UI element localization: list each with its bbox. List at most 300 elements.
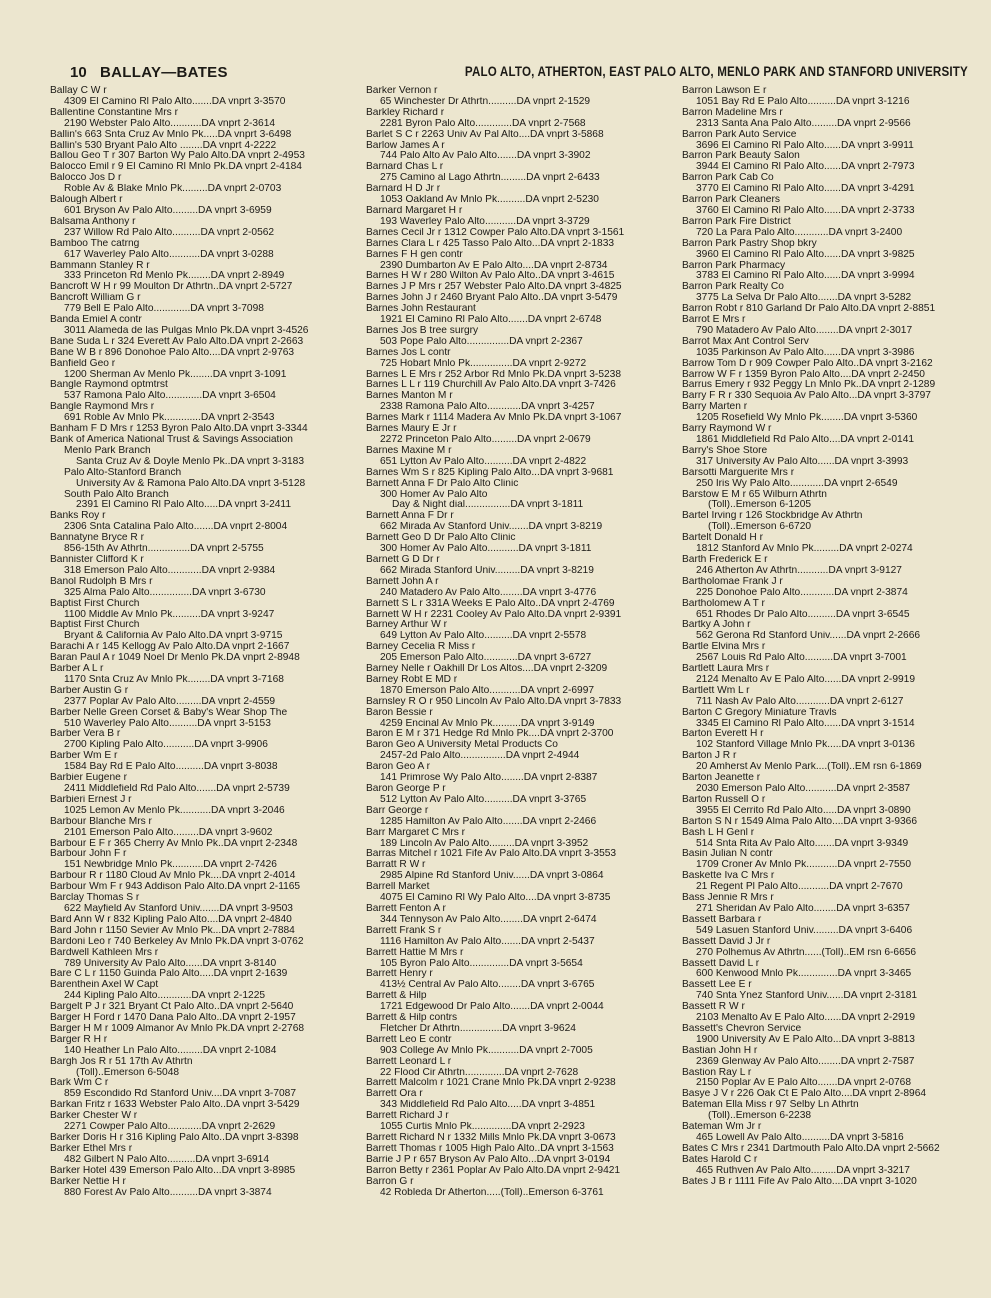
listing-detail: 1584 Bay Rd E Palo Alto..........DA vnprt 3-8038: [64, 762, 278, 773]
listing-name: Bass Jennie R Mrs r: [682, 893, 774, 904]
listing-detail: 2281 Byron Palo Alto.............DA vnprt 2-7568: [380, 118, 586, 129]
listing-detail: 344 Tennyson Av Palo Alto........DA vnprt 2-6474: [380, 914, 597, 925]
listing-name: Barton Russell O r: [682, 794, 766, 805]
listing-detail: 65 Winchester Dr Athrtn..........DA vnprt 2-1529: [380, 96, 591, 107]
listing-detail: 22 Flood Cir Athrtn..............DA vnprt 2-7628: [380, 1067, 579, 1078]
listing-name: Barron Park Pharmacy: [682, 260, 786, 271]
listing-name: Barachi A r 145 Kellogg Av Palo Alto.DA vnprt 2-1667: [50, 642, 290, 653]
listing-detail: Fletcher Dr Athrtn...............DA vnprt 3-9624: [380, 1023, 576, 1034]
listing-name: Baptist First Church: [50, 598, 140, 609]
listing-detail: 600 Kenwood Mnlo Pk..............DA vnprt 3-3465: [696, 969, 912, 980]
listing-name: Barney Arthur W r: [366, 620, 447, 631]
listing-name: Banham F D Mrs r 1253 Byron Palo Alto.DA vnprt 3-3344: [50, 424, 308, 435]
listing-name: Barker Chester W r: [50, 1111, 138, 1122]
listing-name: Bard John r 1150 Sevier Av Mnlo Pk...DA vnprt 2-7884: [50, 925, 295, 936]
listing-name: Bartholomew A T r: [682, 598, 765, 609]
listing-name: Ballin's 530 Bryant Palo Alto ........DA vnprt 4-2222: [50, 140, 277, 151]
listing-name: Barr Margaret C Mrs r: [366, 827, 466, 838]
listing-detail: 482 Gilbert N Palo Alto..........DA vnprt 3-6914: [64, 1154, 269, 1165]
listing-name: Barker Doris H r 316 Kipling Palo Alto..DA vnprt 3-8398: [50, 1133, 299, 1143]
listing-name: Barnes Jos L contr: [366, 347, 451, 358]
listing-detail: 2390 Dumbarton Av E Palo Alto....DA vnprt 2-8734: [380, 260, 608, 271]
listing-detail: South Palo Alto Branch: [64, 489, 169, 500]
listing-detail: 880 Forest Av Palo Alto..........DA vnprt 3-3874: [64, 1187, 272, 1198]
listing-name: Bates J B r 1111 Fife Av Palo Alto....DA vnprt 3-1020: [682, 1176, 917, 1187]
listing-name: Baron George P r: [366, 784, 446, 794]
listing-name: Barbieri Ernest J r: [50, 794, 132, 805]
listing-detail: 2306 Snta Catalina Palo Alto.......DA vnprt 2-8004: [64, 522, 288, 533]
listing-detail: 140 Heather Ln Palo Alto.........DA vnprt 2-1084: [64, 1045, 277, 1056]
listing-name: Barsotti Marguerite Mrs r: [682, 467, 795, 478]
listing-detail: 1025 Lemon Av Menlo Pk...........DA vnprt 3-2046: [64, 805, 285, 816]
listing-detail: 1055 Curtis Mnlo Pk..............DA vnprt 2-2923: [380, 1122, 585, 1133]
listing-name: Barron Park Auto Service: [682, 129, 797, 140]
listing-name: Barnes Mark r 1114 Madera Av Mnlo Pk.DA vnprt 3-1067: [366, 413, 622, 424]
listing-name: Barrett Richard J r: [366, 1111, 449, 1122]
listing-detail: 20 Amherst Av Menlo Park....(Toll)..EM rsn 6-1869: [696, 762, 922, 773]
listing-name: Barnes Jos B tree surgry: [366, 325, 479, 336]
listing-name: Barnes L E Mrs r 252 Arbor Rd Mnlo Pk.DA vnprt 3-5238: [366, 369, 621, 380]
column-1: [50, 86, 348, 1296]
listing-detail: 601 Bryson Av Palo Alto.........DA vnprt 3-6959: [64, 205, 272, 216]
listing-detail: 1721 Edgewood Dr Palo Alto.......DA vnprt 2-0044: [380, 1002, 604, 1013]
listing-detail: 549 Lasuen Stanford Univ.........DA vnprt 3-6406: [696, 925, 913, 936]
listing-name: Bastian John H r: [682, 1045, 758, 1056]
listing-detail: 1861 Middlefield Rd Palo Alto....DA vnprt 2-0141: [696, 435, 915, 445]
name-range: BALLAY—BATES: [100, 64, 228, 81]
listing-detail: 779 Bell E Palo Alto.............DA vnprt 3-7098: [64, 304, 264, 315]
listing-detail: 300 Homer Av Palo Alto...........DA vnprt 3-1811: [380, 544, 592, 555]
listing-detail: 725 Hobart Mnlo Pk...............DA vnprt 2-9272: [380, 358, 587, 369]
listing-detail: 512 Lytton Av Palo Alto..........DA vnprt 3-3765: [380, 794, 587, 805]
listing-detail: 4309 El Camino Rl Palo Alto.......DA vnprt 3-3570: [64, 96, 286, 107]
listing-detail: 1205 Rosefield Wy Mnlo Pk........DA vnprt 3-5360: [696, 413, 918, 424]
listing-detail: (Toll)..Emerson 6-6720: [708, 522, 812, 533]
listing-detail: 2272 Princeton Palo Alto.........DA vnprt 2-0679: [380, 435, 591, 445]
listing-detail: 3944 El Camino Rl Palo Alto......DA vnprt 2-7973: [696, 162, 915, 173]
listing-name: Barrow W F r 1359 Byron Palo Alto....DA vnprt 2-2450: [682, 369, 925, 380]
listing-name: Barnes Clara L r 425 Tasso Palo Alto...DA vnprt 2-1833: [366, 238, 615, 249]
directory-title: PALO ALTO, ATHERTON, EAST PALO ALTO, MENLO PARK AND STANFORD UNIVERSITY: [464, 64, 968, 79]
listing-name: Balocco Jos D r: [50, 173, 122, 184]
listing-name: Barney Nelle r Oakhill Dr Los Altos....DA vnprt 2-3209: [366, 664, 608, 675]
listing-name: Bassett David L r: [682, 958, 760, 969]
listing-name: Barton J R r: [682, 751, 737, 762]
listing-name: Ballay C W r: [50, 86, 107, 96]
listing-name: Barry's Shoe Store: [682, 445, 768, 456]
listing-detail: Bryant & California Av Palo Alto.DA vnprt 3-9715: [64, 631, 283, 642]
listing-name: Barnett S L r 331A Weeks E Palo Alto..DA vnprt 2-4769: [366, 598, 615, 609]
listing-name: Bangle Raymond optmtrst: [50, 380, 168, 391]
listing-name: Barger H Ford r 1470 Dana Palo Alto..DA vnprt 2-1957: [50, 1013, 296, 1024]
listing-name: Bassett Lee E r: [682, 980, 752, 991]
listing-name: Barker Vernon r: [366, 86, 438, 96]
listing-name: Barnard Margaret H r: [366, 205, 463, 216]
listing-name: Barbier Eugene r: [50, 773, 128, 784]
listing-name: Bartlett Laura Mrs r: [682, 664, 770, 675]
listing-detail: 2391 El Camino Rl Palo Alto.....DA vnprt 3-2411: [76, 500, 291, 511]
listing-name: Banda Emiel A contr: [50, 315, 142, 326]
listing-name: Barton Jeanette r: [682, 773, 761, 784]
listing-detail: (Toll)..Emerson 6-2238: [708, 1111, 812, 1122]
listing-name: Barker Nettie H r: [50, 1176, 126, 1187]
listing-detail: 856-15th Av Athrtn...............DA vnprt 2-5755: [64, 544, 264, 555]
listing-name: Bates C Mrs r 2341 Dartmouth Palo Alto.DA vnprt 2-5662: [682, 1143, 940, 1154]
listing-detail: 1900 University Av E Palo Alto...DA vnprt 3-8813: [696, 1034, 915, 1045]
listing-detail: 720 La Para Palo Alto............DA vnprt 3-2400: [696, 227, 903, 238]
listing-name: Baron Geo A r: [366, 762, 430, 773]
listing-detail: 193 Waverley Palo Alto...........DA vnprt 3-3729: [380, 216, 590, 227]
listing-detail: 2271 Cowper Palo Alto............DA vnprt 2-2629: [64, 1122, 276, 1133]
listing-detail: 649 Lytton Av Palo Alto..........DA vnprt 2-5578: [380, 631, 587, 642]
listing-name: Barron Park Fire District: [682, 216, 791, 227]
listing-name: Baptist First Church: [50, 620, 140, 631]
column-2: [366, 86, 664, 1296]
listing-detail: 300 Homer Av Palo Alto: [380, 489, 488, 500]
listing-name: Barron Park Beauty Salon: [682, 151, 800, 162]
listing-detail: 4259 Encinal Av Mnlo Pk..........DA vnprt 3-9149: [380, 718, 595, 729]
listing-name: Barth Frederick E r: [682, 554, 768, 565]
listing-name: Bartky A John r: [682, 620, 751, 631]
listing-name: Barnett Anna F Dr r: [366, 511, 454, 522]
listing-detail: 465 Ruthven Av Palo Alto.........DA vnprt 3-3217: [696, 1165, 910, 1176]
listing-detail: 651 Rhodes Dr Palo Alto..........DA vnprt 3-6545: [696, 609, 910, 620]
listing-name: Barron Robt r 810 Garland Dr Palo Alto.DA vnprt 2-8851: [682, 304, 936, 315]
listing-name: Bane W B r 896 Donohoe Palo Alto....DA vnprt 2-9763: [50, 347, 295, 358]
listing-name: Barron Park Realty Co: [682, 282, 784, 293]
listing-detail: 189 Lincoln Av Palo Alto.........DA vnprt 3-3952: [380, 838, 589, 849]
listing-detail: 4075 El Camino Rl Wy Palo Alto....DA vnprt 3-8735: [380, 893, 611, 904]
listing-name: Barnett G D Dr r: [366, 554, 440, 565]
listing-name: Bard Ann W r 832 Kipling Palo Alto....DA vnprt 2-4840: [50, 914, 292, 925]
listing-detail: 3783 El Camino Rl Palo Alto......DA vnprt 3-9994: [696, 271, 915, 282]
listing-name: Balocco Emil r 9 El Camino Rl Mnlo Pk.DA vnprt 2-4184: [50, 162, 302, 173]
listing-name: Barrett Frank S r: [366, 925, 442, 936]
listing-detail: 270 Polhemus Av Athrtn......(Toll)..EM rsn 6-6656: [696, 947, 917, 958]
listing-name: Bank of America National Trust & Savings Association: [50, 435, 293, 445]
listing-detail: 3345 El Camino Rl Palo Alto......DA vnprt 3-1514: [696, 718, 915, 729]
listing-detail: University Av & Ramona Palo Alto.DA vnprt 3-5128: [76, 478, 306, 489]
listing-name: Bargelt P J r 321 Bryant Ct Palo Alto..DA vnprt 2-5640: [50, 1002, 294, 1013]
listing-detail: 2101 Emerson Palo Alto.........DA vnprt 3-9602: [64, 827, 273, 838]
listing-name: Basye J V r 226 Oak Ct E Palo Alto....DA vnprt 2-8964: [682, 1089, 927, 1100]
listing-name: Bartholomae Frank J r: [682, 576, 783, 587]
listing-detail: 1870 Emerson Palo Alto...........DA vnprt 2-6997: [380, 685, 595, 696]
listing-name: Barger R H r: [50, 1034, 108, 1045]
listing-detail: 510 Waverley Palo Alto..........DA vnprt 3-5153: [64, 718, 271, 729]
listing-detail: 225 Donohoe Palo Alto............DA vnprt 2-3874: [696, 587, 908, 598]
listing-detail: 3011 Alameda de las Pulgas Mnlo Pk.DA vnprt 3-4526: [64, 325, 309, 336]
listing-name: Barstow E M r 65 Wilburn Athrtn: [682, 489, 827, 500]
listing-name: Bardoni Leo r 740 Berkeley Av Mnlo Pk.DA vnprt 3-0762: [50, 936, 304, 947]
listing-name: Barkan Fritz r 1633 Webster Palo Alto..DA vnprt 3-5429: [50, 1100, 300, 1111]
listing-name: Ballentine Constantine Mrs r: [50, 107, 178, 118]
listing-detail: 205 Emerson Palo Alto............DA vnprt 3-6727: [380, 653, 592, 664]
listing-detail: 2190 Webster Palo Alto...........DA vnprt 2-3614: [64, 118, 276, 129]
listing-name: Barbour R r 1180 Cloud Av Mnlo Pk....DA vnprt 2-4014: [50, 871, 296, 882]
listing-name: Baron Bessie r: [366, 707, 433, 718]
listing-detail: 1709 Croner Av Mnlo Pk...........DA vnprt 2-7550: [696, 860, 911, 871]
listing-name: Barton Everett H r: [682, 729, 764, 740]
listing-detail: 1100 Middle Av Mnlo Pk..........DA vnprt 3-9247: [64, 609, 275, 620]
listing-name: Barrot E Mrs r: [682, 315, 746, 326]
listing-name: Barton C Gregory Miniature Travls: [682, 707, 837, 718]
listing-detail: 2150 Poplar Av E Palo Alto.......DA vnprt 2-0768: [696, 1078, 912, 1089]
listing-detail: 1921 El Camino Rl Palo Alto.......DA vnprt 2-6748: [380, 315, 602, 326]
listing-name: Bancroft William G r: [50, 293, 141, 304]
listing-detail: 244 Kipling Palo Alto............DA vnprt 2-1225: [64, 991, 266, 1002]
listing-name: Bartel Irving r 126 Stockbridge Av Athrtn: [682, 511, 863, 522]
listing-name: Barnett John A r: [366, 576, 439, 587]
listing-name: Barrett Leonard L r: [366, 1056, 452, 1067]
listing-name: Barrett Malcolm r 1021 Crane Mnlo Pk.DA vnprt 2-9238: [366, 1078, 616, 1089]
page-number: 10: [70, 64, 87, 81]
listing-name: Barney Cecelia R Miss r: [366, 642, 476, 653]
listing-detail: 2377 Poplar Av Palo Alto.........DA vnprt 2-4559: [64, 696, 276, 707]
listing-name: Barnett W H r 2231 Cooley Av Palo Alto.DA vnprt 2-9391: [366, 609, 622, 620]
listing-name: Basin Julian N contr: [682, 849, 773, 860]
listing-detail: 2103 Menalto Av E Palo Alto......DA vnprt 2-2919: [696, 1013, 915, 1024]
listing-detail: 744 Palo Alto Av Palo Alto.......DA vnprt 3-3902: [380, 151, 591, 162]
listing-name: Barnes J P Mrs r 257 Webster Palo Alto.DA vnprt 3-4825: [366, 282, 622, 293]
listing-name: Barnes Maxine M r: [366, 445, 452, 456]
listing-name: Barber Vera B r: [50, 729, 121, 740]
listing-name: Bardwell Kathleen Mrs r: [50, 947, 159, 958]
listing-name: Barger H M r 1009 Almanor Av Mnlo Pk.DA vnprt 2-2768: [50, 1023, 305, 1034]
listing-detail: 514 Snta Rita Av Palo Alto.......DA vnprt 3-9349: [696, 838, 909, 849]
listing-name: Barton S N r 1549 Alma Palo Alto....DA vnprt 3-9366: [682, 816, 918, 827]
listing-name: Bassett R W r: [682, 1002, 745, 1013]
listing-detail: 3775 La Selva Dr Palo Alto.......DA vnprt 3-5282: [696, 293, 912, 304]
listing-detail: 2030 Emerson Palo Alto...........DA vnprt 2-3587: [696, 784, 911, 794]
listing-detail: 237 Willow Rd Palo Alto..........DA vnprt 2-0562: [64, 227, 275, 238]
listing-detail: 141 Primrose Wy Palo Alto........DA vnprt 2-8387: [380, 773, 598, 784]
listing-name: Bassett's Chevron Service: [682, 1023, 802, 1034]
listing-detail: 1812 Stanford Av Mnlo Pk.........DA vnprt 2-0274: [696, 544, 913, 555]
listing-name: Barnes Manton M r: [366, 391, 453, 402]
listing-detail: 2338 Ramona Palo Alto............DA vnprt 3-4257: [380, 402, 595, 413]
listing-name: Baran Paul A r 1049 Noel Dr Menlo Pk.DA vnprt 2-8948: [50, 653, 300, 664]
listing-detail: 2313 Santa Ana Palo Alto.........DA vnprt 2-9566: [696, 118, 911, 129]
listing-detail: 789 University Av Palo Alto......DA vnprt 3-8140: [64, 958, 277, 969]
listing-detail: 2124 Menalto Av E Palo Alto......DA vnprt 2-9919: [696, 674, 915, 685]
listing-name: Barber A L r: [50, 664, 104, 675]
listing-name: Barkley Richard r: [366, 107, 445, 118]
listing-name: Barry Marten r: [682, 402, 748, 413]
listing-name: Banfield Geo r: [50, 358, 116, 369]
listing-name: Barron Park Cab Co: [682, 173, 774, 184]
listing-name: Bartelt Donald H r: [682, 533, 763, 544]
listing-detail: 622 Mayfield Av Stanford Univ.......DA vnprt 3-9503: [64, 903, 293, 914]
listing-detail: 318 Emerson Palo Alto............DA vnprt 2-9384: [64, 565, 276, 576]
listing-name: Bargh Jos R r 51 17th Av Athrtn: [50, 1056, 193, 1067]
listing-name: Barenthein Axel W Capt: [50, 980, 159, 991]
listing-name: Barnsley R O r 950 Lincoln Av Palo Alto.DA vnprt 3-7833: [366, 696, 622, 707]
listing-name: Barrett Henry r: [366, 969, 433, 980]
listing-name: Ballou Geo T r 307 Barton Wy Palo Alto.DA vnprt 2-4953: [50, 151, 305, 162]
listing-name: Barry F R r 330 Sequoia Av Palo Alto...DA vnprt 3-3797: [682, 391, 931, 402]
listing-name: Bare C L r 1150 Guinda Palo Alto.....DA vnprt 2-1639: [50, 969, 288, 980]
listing-detail: 1285 Hamilton Av Palo Alto.......DA vnprt 2-2466: [380, 816, 597, 827]
listing-name: Barnes L L r 119 Churchill Av Palo Alto.DA vnprt 3-7426: [366, 380, 616, 391]
listing-detail: 1170 Snta Cruz Av Mnlo Pk........DA vnprt 3-7168: [64, 674, 284, 685]
listing-name: Baskette Iva C Mrs r: [682, 871, 775, 882]
listing-name: Barber Wm E r: [50, 751, 118, 762]
listing-detail: (Toll)..Emerson 6-1205: [708, 500, 812, 511]
listing-detail: 1116 Hamilton Av Palo Alto.......DA vnprt 2-5437: [380, 936, 595, 947]
listing-name: Balough Albert r: [50, 195, 123, 206]
listing-name: Barron Park Pastry Shop bkry: [682, 238, 817, 249]
listing-name: Barrett Fenton A r: [366, 903, 446, 914]
listing-detail: 691 Roble Av Mnlo Pk.............DA vnprt 2-3543: [64, 413, 275, 424]
listing-name: Barratt R W r: [366, 860, 426, 871]
listing-name: Barnett Geo D Dr Palo Alto Clinic: [366, 533, 516, 544]
listing-name: Barrett & Hilp: [366, 991, 427, 1002]
listing-name: Barras Mitchel r 1021 Fife Av Palo Alto.DA vnprt 3-3553: [366, 849, 617, 860]
listing-name: Barr George r: [366, 805, 429, 816]
listing-detail: 2457-2d Palo Alto................DA vnprt 2-4944: [380, 751, 580, 762]
listing-detail: 2567 Louis Rd Palo Alto..........DA vnprt 3-7001: [696, 653, 907, 664]
listing-name: Bateman Wm Jr r: [682, 1122, 762, 1133]
listing-name: Barron Lawson E r: [682, 86, 767, 96]
listing-detail: 903 College Av Mnlo Pk...........DA vnprt 2-7005: [380, 1045, 593, 1056]
listing-detail: Day & Night dial................DA vnprt 3-1811: [392, 500, 584, 511]
listing-name: Balsama Anthony r: [50, 216, 136, 227]
listing-name: Bateman Ella Miss r 97 Selby Ln Athrtn: [682, 1100, 859, 1111]
listing-name: Barlow James A r: [366, 140, 445, 151]
listing-name: Barber Nelle Green Corset & Baby's Wear Shop The: [50, 707, 288, 718]
listing-name: Barron Betty r 2361 Poplar Av Palo Alto.DA vnprt 2-9421: [366, 1165, 621, 1176]
listing-detail: 1035 Parkinson Av Palo Alto......DA vnprt 3-3986: [696, 347, 915, 358]
listing-name: Barney Robt E MD r: [366, 674, 458, 685]
listing-detail: 240 Matadero Av Palo Alto........DA vnprt 3-4776: [380, 587, 597, 598]
listing-detail: 21 Regent Pl Palo Alto...........DA vnprt 2-7670: [696, 882, 903, 893]
listing-name: Barrow Tom D r 909 Cowper Palo Alto..DA vnprt 3-2162: [682, 358, 933, 369]
listing-name: Banks Roy r: [50, 511, 106, 522]
listing-detail: 2369 Glenway Av Palo Alto........DA vnprt 2-7587: [696, 1056, 915, 1067]
listing-detail: 246 Atherton Av Athrtn...........DA vnprt 3-9127: [696, 565, 902, 576]
page-header: [38, 64, 978, 84]
listing-name: Barrett Hattie M Mrs r: [366, 947, 464, 958]
listing-name: Barrus Emery r 932 Peggy Ln Mnlo Pk..DA vnprt 2-1289: [682, 380, 936, 391]
listing-detail: 42 Robleda Dr Atherton.....(Toll)..Emerson 6-3761: [380, 1187, 604, 1198]
listing-detail: 537 Ramona Palo Alto.............DA vnprt 3-6504: [64, 391, 276, 402]
listing-name: Bamboo The catrng: [50, 238, 140, 249]
listing-name: Barnes Wm S r 825 Kipling Palo Alto...DA vnprt 3-9681: [366, 467, 614, 478]
listing-detail: 105 Byron Palo Alto..............DA vnprt 3-5654: [380, 958, 583, 969]
listing-name: Bark Wm C r: [50, 1078, 109, 1089]
listing-name: Barbour Blanche Mrs r: [50, 816, 152, 827]
listing-detail: 503 Pope Palo Alto...............DA vnprt 2-2367: [380, 336, 583, 347]
listing-name: Barrett Leo E contr: [366, 1034, 452, 1045]
listing-detail: 3760 El Camino Rl Palo Alto......DA vnprt 2-3733: [696, 205, 915, 216]
listing-name: Barrett Richard N r 1332 Mills Mnlo Pk.DA vnprt 3-0673: [366, 1133, 616, 1143]
listing-name: Bannister Clifford K r: [50, 554, 144, 565]
listing-name: Bartle Elvina Mrs r: [682, 642, 766, 653]
listing-detail: 651 Lytton Av Palo Alto..........DA vnprt 2-4822: [380, 456, 587, 467]
listing-name: Barrett & Hilp contrs: [366, 1013, 458, 1024]
listing-detail: Palo Alto-Stanford Branch: [64, 467, 182, 478]
listing-name: Barlet S C r 2263 Univ Av Pal Alto....DA vnprt 3-5868: [366, 129, 604, 140]
listing-name: Bannatyne Bryce R r: [50, 533, 144, 544]
listing-detail: 662 Mirada Av Stanford Univ.......DA vnprt 3-8219: [380, 522, 603, 533]
listing-name: Baron Geo A University Metal Products Co: [366, 740, 558, 751]
listing-detail: 3770 El Camino Rl Palo Alto......DA vnprt 3-4291: [696, 184, 915, 195]
listing-name: Bangle Raymond Mrs r: [50, 402, 155, 413]
listing-detail: 275 Camino al Lago Athrtn.........DA vnprt 2-6433: [380, 173, 600, 184]
listing-detail: 317 University Av Palo Alto......DA vnprt 3-3993: [696, 456, 909, 467]
listing-name: Barrett Thomas r 1005 High Palo Alto..DA vnprt 3-1563: [366, 1143, 614, 1154]
listing-name: Barbour John F r: [50, 849, 127, 860]
listing-detail: 1051 Bay Rd E Palo Alto..........DA vnprt 3-1216: [696, 96, 910, 107]
listing-name: Banol Rudolph B Mrs r: [50, 576, 153, 587]
listing-detail: Roble Av & Blake Mnlo Pk.........DA vnprt 2-0703: [64, 184, 282, 195]
listing-detail: 2985 Alpine Rd Stanford Univ......DA vnprt 3-0864: [380, 871, 604, 882]
listing-name: Ballin's 663 Snta Cruz Av Mnlo Pk.....DA vnprt 3-6498: [50, 129, 292, 140]
listing-name: Bash L H Genl r: [682, 827, 755, 838]
listing-name: Bancroft W H r 99 Moulton Dr Athrtn..DA vnprt 2-5727: [50, 282, 293, 293]
listing-name: Barry Raymond W r: [682, 424, 772, 435]
listing-detail: 102 Stanford Village Mnlo Pk.....DA vnprt 3-0136: [696, 740, 915, 751]
listing-name: Barrot Max Ant Control Serv: [682, 336, 809, 347]
listing-name: Barnard H D Jr r: [366, 184, 441, 195]
listing-detail: 2411 Middlefield Rd Palo Alto.......DA vnprt 2-5739: [64, 784, 290, 794]
listing-name: Barnard Chas L r: [366, 162, 444, 173]
listing-detail: 711 Nash Av Palo Alto............DA vnprt 2-6127: [696, 696, 904, 707]
listing-detail: 617 Waverley Palo Alto...........DA vnprt 3-0288: [64, 249, 274, 260]
listing-name: Barnes F H gen contr: [366, 249, 463, 260]
listing-detail: 343 Middlefield Rd Palo Alto.....DA vnprt 3-4851: [380, 1100, 596, 1111]
listing-detail: 790 Matadero Av Palo Alto........DA vnprt 2-3017: [696, 325, 913, 336]
listing-detail: 3960 El Camino Rl Palo Alto......DA vnprt 3-9825: [696, 249, 915, 260]
listing-name: Barrell Market: [366, 882, 430, 893]
listing-name: Barron Madeline Mrs r: [682, 107, 783, 118]
listing-detail: 250 Iris Wy Palo Alto............DA vnprt 2-6549: [696, 478, 898, 489]
listing-detail: 740 Snta Ynez Stanford Univ......DA vnprt 2-3181: [696, 991, 918, 1002]
listing-detail: 413½ Central Av Palo Alto........DA vnprt 3-6765: [380, 980, 595, 991]
listing-name: Barbour E F r 365 Cherry Av Mnlo Pk..DA vnprt 2-2348: [50, 838, 298, 849]
listing-name: Barker Hotel 439 Emerson Palo Alto...DA vnprt 3-8985: [50, 1165, 296, 1176]
listing-detail: Santa Cruz Av & Doyle Menlo Pk..DA vnprt 3-3183: [76, 456, 305, 467]
listing-detail: 2700 Kipling Palo Alto...........DA vnprt 3-9906: [64, 740, 268, 751]
listing-name: Barber Austin G r: [50, 685, 129, 696]
listing-detail: 151 Newbridge Mnlo Pk...........DA vnprt 2-7426: [64, 860, 277, 871]
listing-name: Barnes Maury E Jr r: [366, 424, 457, 435]
listing-name: Bane Suda L r 324 Everett Av Palo Alto.DA vnprt 2-2663: [50, 336, 304, 347]
listing-detail: 333 Princeton Rd Menlo Pk........DA vnprt 2-8949: [64, 271, 285, 282]
listing-detail: Menlo Park Branch: [64, 445, 151, 456]
listing-detail: 3955 El Cerrito Rd Palo Alto.....DA vnprt 3-0890: [696, 805, 911, 816]
listing-name: Bassett Barbara r: [682, 914, 762, 925]
listing-name: Barron G r: [366, 1176, 414, 1187]
listing-name: Barnes H W r 280 Wilton Av Palo Alto..DA vnprt 3-4615: [366, 271, 615, 282]
listing-name: Barbour Wm F r 943 Addison Palo Alto.DA vnprt 2-1165: [50, 882, 301, 893]
listing-name: Barker Ethel Mrs r: [50, 1143, 133, 1154]
listing-name: Bartlett Wm L r: [682, 685, 750, 696]
listing-detail: 859 Escondido Rd Stanford Univ....DA vnprt 3-7087: [64, 1089, 296, 1100]
listing-detail: 3696 El Camino Rl Palo Alto......DA vnprt 3-9911: [696, 140, 914, 151]
listing-detail: (Toll)..Emerson 6-5048: [76, 1067, 180, 1078]
listing-detail: 465 Lowell Av Palo Alto..........DA vnprt 3-5816: [696, 1133, 904, 1143]
listing-name: Bammann Stanley R r: [50, 260, 150, 271]
listing-name: Barnes John Restaurant: [366, 304, 476, 315]
listing-detail: 1200 Sherman Av Menlo Pk........DA vnprt 3-1091: [64, 369, 287, 380]
listing-name: Barnes Cecil Jr r 1312 Cowper Palo Alto.DA vnprt 3-1561: [366, 227, 625, 238]
listing-name: Bastion Ray L r: [682, 1067, 752, 1078]
listing-name: Bassett David J Jr r: [682, 936, 771, 947]
listing-name: Baron E M r 371 Hedge Rd Mnlo Pk....DA vnprt 2-3700: [366, 729, 614, 740]
listing-detail: 562 Gerona Rd Stanford Univ......DA vnprt 2-2666: [696, 631, 921, 642]
